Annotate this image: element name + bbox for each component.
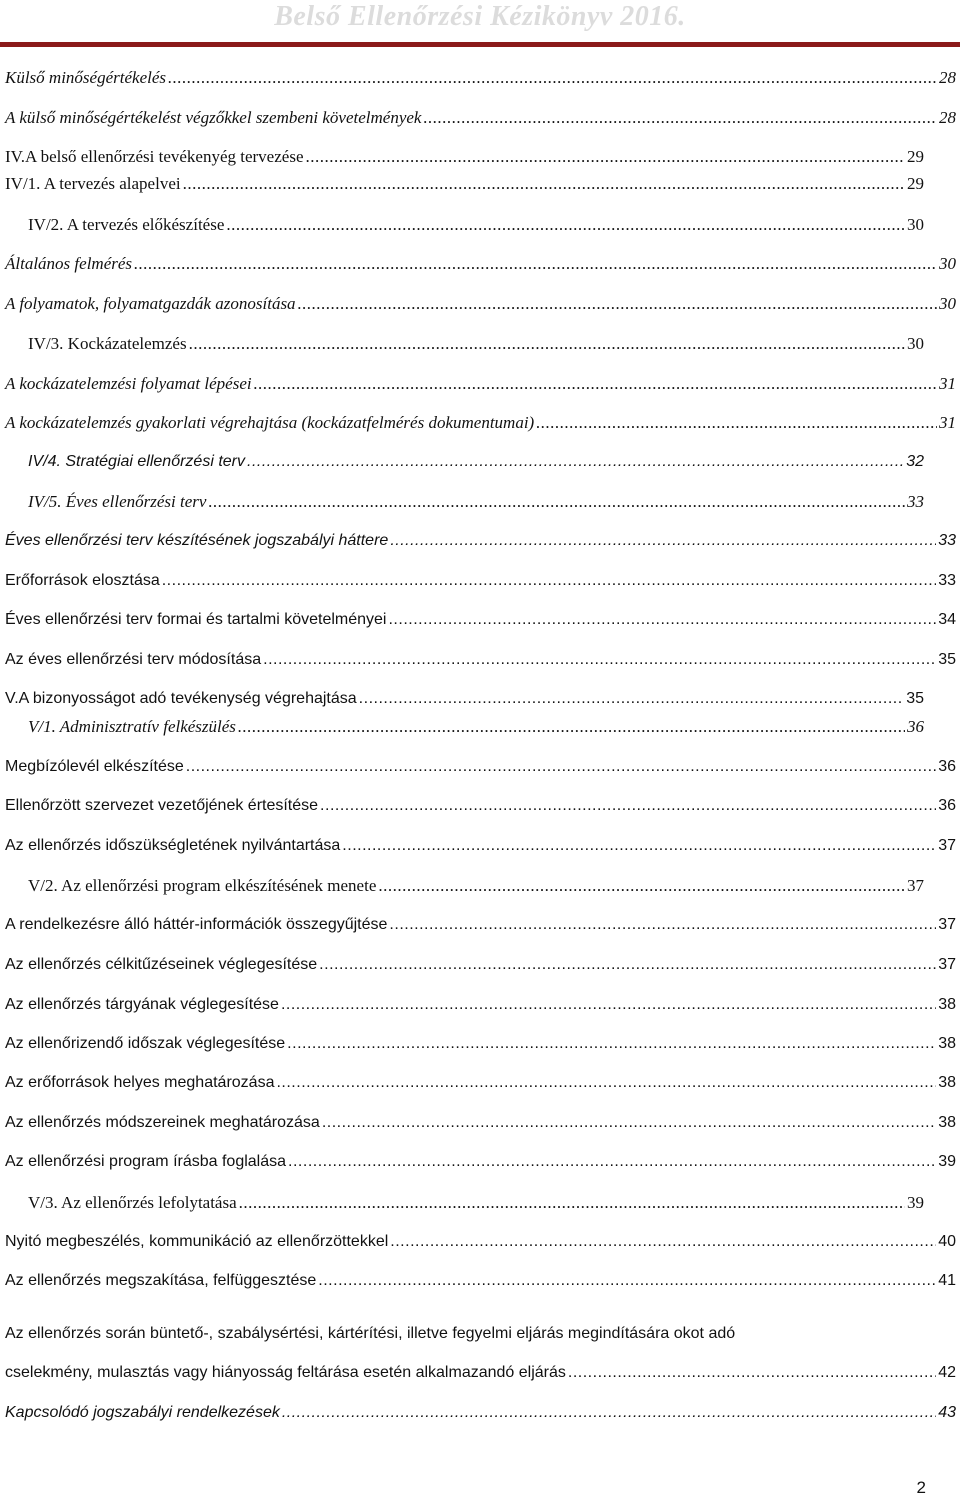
- toc-entry-page: 38: [938, 1035, 956, 1052]
- toc-leader: [281, 996, 936, 1014]
- toc-entry[interactable]: [5, 611, 956, 639]
- toc-entry[interactable]: [5, 1272, 956, 1300]
- toc-entry-page: 29: [907, 147, 924, 166]
- toc-entry[interactable]: [5, 1233, 956, 1261]
- toc-entry-page: 39: [907, 1193, 924, 1212]
- toc-entry-long-line1[interactable]: [5, 1325, 735, 1353]
- toc-leader: [322, 1114, 936, 1132]
- toc-leader: [134, 254, 937, 274]
- toc-entry-title: Ellenőrzött szervezet vezetőjének értesítése: [5, 797, 319, 814]
- toc-entry[interactable]: [5, 916, 956, 944]
- toc-leader: [183, 174, 905, 194]
- toc-entry[interactable]: [5, 532, 956, 560]
- toc-entry-title: V/2. Az ellenőrzési program elkészítésének menete: [28, 876, 377, 895]
- toc-entry-page: 32: [906, 453, 924, 470]
- toc-leader: [162, 572, 936, 590]
- toc-entry-page: 37: [907, 876, 924, 895]
- toc-leader: [388, 611, 936, 629]
- toc-leader: [238, 717, 905, 737]
- toc-entry-title: A bizonyosságot adó tevékenység végrehajtása: [18, 690, 357, 707]
- toc-leader: [319, 956, 936, 974]
- toc-leader: [208, 492, 905, 512]
- toc-entry[interactable]: [5, 837, 956, 865]
- toc-entry-number: V.: [5, 690, 19, 707]
- toc-leader: [254, 374, 937, 394]
- toc-entry-page: 33: [907, 492, 924, 511]
- toc-leader: [247, 453, 904, 471]
- toc-entry-title: Az ellenőrzés megszakítása, felfüggesztése: [5, 1272, 317, 1289]
- toc-entry-title: Megbízólevél elkészítése: [5, 758, 184, 775]
- toc-entry[interactable]: [5, 108, 956, 136]
- toc-leader: [287, 1035, 936, 1053]
- toc-entry-page: 33: [938, 532, 956, 549]
- toc-entry-page: 38: [938, 996, 956, 1013]
- toc-leader: [226, 215, 905, 235]
- toc-entry-title: A kockázatelemzési folyamat lépései: [5, 374, 252, 393]
- toc-leader: [568, 1364, 936, 1382]
- toc-leader: [320, 797, 936, 815]
- header-rule: [0, 42, 960, 47]
- toc-entry[interactable]: [28, 453, 924, 481]
- toc-leader: [276, 1074, 936, 1092]
- toc-entry[interactable]: [5, 294, 956, 322]
- toc-entry-title: Az ellenőrzés célkitűzéseinek véglegesítése: [5, 956, 318, 973]
- toc-entry-last[interactable]: [5, 1404, 956, 1432]
- toc-entry[interactable]: [28, 717, 924, 745]
- toc-entry[interactable]: [28, 334, 924, 362]
- toc-entry-title: IV/3. Kockázatelemzés: [28, 334, 187, 353]
- toc-entry[interactable]: [28, 1193, 924, 1221]
- toc-entry-title: A folyamatok, folyamatgazdák azonosítása: [5, 294, 296, 313]
- toc-leader: [378, 876, 905, 896]
- toc-entry-page: 30: [907, 215, 924, 234]
- toc-entry[interactable]: [28, 492, 924, 520]
- toc-leader: [298, 294, 937, 314]
- toc-entry-title: Az ellenőrzés tárgyának véglegesítése: [5, 996, 279, 1013]
- toc-entry-title: Nyitó megbeszélés, kommunikáció az ellenőrzöttekkel: [5, 1233, 389, 1250]
- toc-entry-page: 37: [938, 837, 956, 854]
- toc-entry-page: 38: [938, 1074, 956, 1091]
- toc-leader: [282, 1404, 936, 1422]
- toc-entry-page: 36: [938, 797, 956, 814]
- toc-entry-page: 37: [938, 916, 956, 933]
- toc-entry[interactable]: [5, 1074, 956, 1102]
- toc-entry-page: 38: [938, 1114, 956, 1131]
- toc-entry[interactable]: [5, 1114, 956, 1142]
- toc-entry[interactable]: [5, 147, 924, 175]
- toc-entry-page: 42: [938, 1364, 956, 1381]
- toc-entry-page: 37: [938, 956, 956, 973]
- toc-entry-title: Általános felmérés: [5, 254, 133, 273]
- toc-entry-title: A kockázatelemzés gyakorlati végrehajtása (kockázatfelmérés dokumentumai): [5, 413, 535, 432]
- toc-entry-page: 28: [939, 68, 956, 87]
- toc-leader: [390, 1233, 936, 1251]
- toc-leader: [536, 413, 937, 433]
- toc-entry[interactable]: [5, 996, 956, 1024]
- toc-entry-page: 39: [938, 1153, 956, 1170]
- toc-leader: [263, 651, 936, 669]
- toc-entry-title: Éves ellenőrzési terv készítésének jogszabályi háttere: [5, 532, 389, 549]
- toc-entry[interactable]: [5, 690, 924, 718]
- toc-entry-page: 36: [938, 758, 956, 775]
- toc-entry-title: Külső minőségértékelés: [5, 68, 166, 87]
- toc-entry-title: cselekmény, mulasztás vagy hiányosság feltárása esetén alkalmazandó eljárás: [5, 1364, 566, 1381]
- toc-entry[interactable]: [5, 174, 924, 202]
- toc-entry-title: Éves ellenőrzési terv formai és tartalmi követelményei: [5, 611, 387, 628]
- toc-entry[interactable]: [5, 651, 956, 679]
- toc-entry-title: IV/4. Stratégiai ellenőrzési terv: [28, 453, 245, 470]
- toc-entry-page: 41: [938, 1272, 956, 1289]
- toc-entry-title: A belső ellenőrzési tevékenyég tervezése: [25, 147, 304, 166]
- toc-entry-title: V/1. Adminisztratív felkészülés: [28, 717, 236, 736]
- toc-entry[interactable]: [5, 374, 956, 402]
- toc-leader: [288, 1153, 936, 1171]
- toc-leader: [305, 147, 905, 167]
- toc-leader: [359, 690, 905, 708]
- toc-entry[interactable]: [5, 68, 956, 96]
- toc-entry-title: IV/2. A tervezés előkészítése: [28, 215, 225, 234]
- toc-entry-title: V/3. Az ellenőrzés lefolytatása: [28, 1193, 237, 1212]
- toc-entry-page: 30: [907, 334, 924, 353]
- toc-entry[interactable]: [5, 1153, 956, 1181]
- toc-leader: [318, 1272, 936, 1290]
- toc-leader: [189, 334, 905, 354]
- toc-entry[interactable]: [5, 1035, 956, 1063]
- toc-entry[interactable]: [28, 215, 924, 243]
- toc-entry-title: Az ellenőrizendő időszak véglegesítése: [5, 1035, 286, 1052]
- toc-entry-title: Az ellenőrzési program írásba foglalása: [5, 1153, 287, 1170]
- toc-entry[interactable]: [5, 254, 956, 282]
- toc-leader: [390, 532, 936, 550]
- toc-entry[interactable]: [5, 413, 956, 441]
- toc-entry-page: 36: [907, 717, 924, 736]
- toc-leader: [389, 916, 936, 934]
- toc-entry-page: 31: [939, 374, 956, 393]
- toc-entry-title: Kapcsolódó jogszabályi rendelkezések: [5, 1404, 280, 1421]
- toc-leader: [423, 108, 937, 128]
- toc-entry-page: 28: [939, 108, 956, 127]
- page-number: 2: [916, 1478, 926, 1497]
- toc-entry-page: 40: [938, 1233, 956, 1250]
- toc-entry-title: Az erőforrások helyes meghatározása: [5, 1074, 275, 1091]
- toc-entry-title: IV/1. A tervezés alapelvei: [5, 174, 181, 193]
- toc-entry-number: IV.: [5, 147, 25, 166]
- toc-entry-page: 31: [939, 413, 956, 432]
- toc-entry-title: Erőforrások elosztása: [5, 572, 160, 589]
- toc-entry-page: 34: [938, 611, 956, 628]
- toc-entry-long-line2[interactable]: [5, 1364, 956, 1392]
- toc-entry[interactable]: [28, 876, 924, 904]
- toc-leader: [342, 837, 936, 855]
- toc-leader: [239, 1193, 905, 1213]
- toc-entry-title: Az ellenőrzés időszükségletének nyilvántartása: [5, 837, 341, 854]
- toc-entry-page: 29: [907, 174, 924, 193]
- toc-entry[interactable]: [5, 797, 956, 825]
- toc-entry[interactable]: [5, 572, 956, 600]
- toc-leader: [186, 758, 936, 776]
- toc-entry-title: A külső minőségértékelést végzőkkel szembeni követelmények: [5, 108, 422, 127]
- toc-entry-page: 30: [939, 294, 956, 313]
- toc-entry-page: 30: [939, 254, 956, 273]
- toc-entry-page: 33: [938, 572, 956, 589]
- toc-entry-title: A rendelkezésre álló háttér-információk összegyűjtése: [5, 916, 388, 933]
- toc-entry-page: 35: [938, 651, 956, 668]
- toc-entry-page: 43: [938, 1404, 956, 1421]
- toc-entry-page: 35: [906, 690, 924, 707]
- toc-leader: [168, 68, 937, 88]
- toc-entry-title: Az ellenőrzés módszereinek meghatározása: [5, 1114, 320, 1131]
- toc-entry[interactable]: [5, 758, 956, 786]
- toc-entry-title: Az ellenőrzés során büntető-, szabálysértési, kártérítési, illetve fegyelmi eljárás megindítására okot adó: [5, 1325, 736, 1342]
- running-header: Belső Ellenőrzési Kézikönyv 2016.: [274, 1, 686, 32]
- toc-entry[interactable]: [5, 956, 956, 984]
- toc-entry-title: IV/5. Éves ellenőrzési terv: [28, 492, 207, 511]
- toc-entry-title: Az éves ellenőrzési terv módosítása: [5, 651, 262, 668]
